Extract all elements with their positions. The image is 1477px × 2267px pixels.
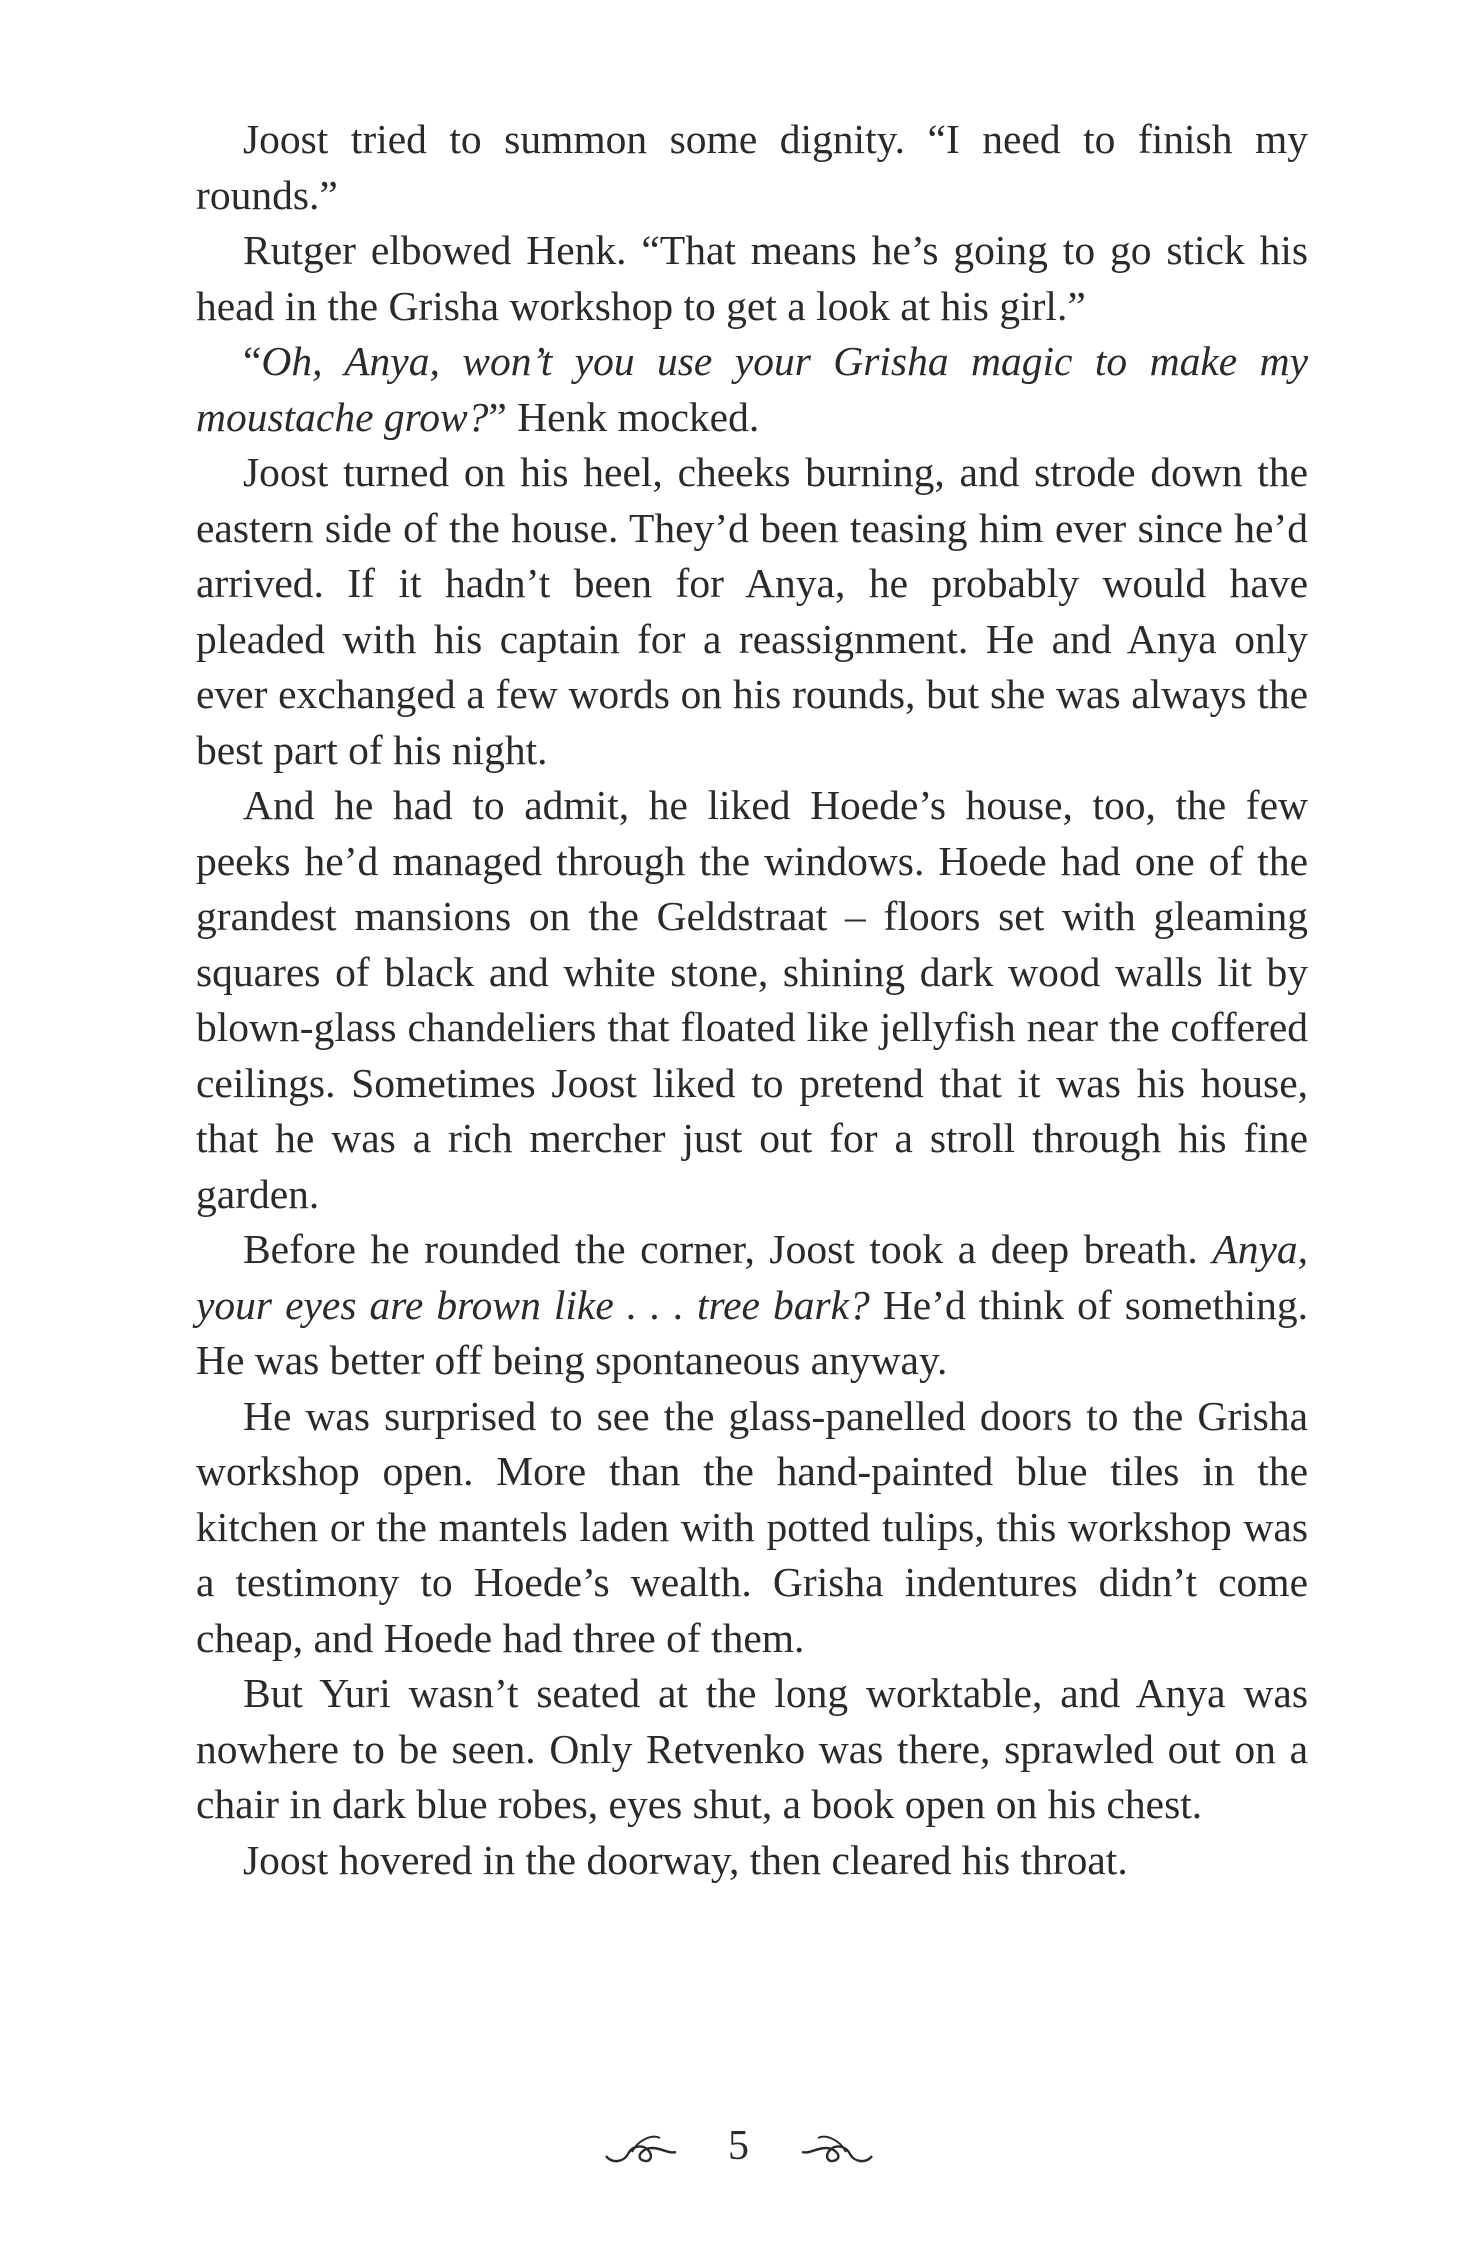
paragraph [196,1666,1308,1833]
page-footer [0,2118,1477,2171]
italic-text: Oh, Anya, won’t you use your Grisha magic to make my moustache grow? [196,338,1308,440]
paragraph [196,1833,1308,1889]
text-run: Joost hovered in the doorway, then cleared his throat. [243,1836,1128,1883]
italic-text: Anya, your eyes are brown like . . . tree bark? [196,1226,1308,1328]
paragraph [196,445,1308,778]
paragraph [196,223,1308,334]
text-run: Before he rounded the corner, Joost took a deep breath. [243,1226,1213,1272]
text-run: He’d think of something. He was better off being spontaneous anyway. [196,1281,1308,1383]
text-run: Joost turned on his heel, cheeks burning, and strode down the eastern side of the house. They’d been teasing him ever since he’d arrived. If it hadn’t been for Anya, he probably would have pleaded with his captain for a reassignment. He and Anya only ever exchanged a few words on his rounds, but she was always the best part of his night. [196,449,1308,773]
paragraph [196,778,1308,1222]
paragraph [196,334,1308,445]
text-run: Joost tried to summon some dignity. “I need to finish my rounds.” [196,116,1308,218]
text-run: “ [243,338,262,384]
paragraph [196,1389,1308,1667]
page-number: 5 [728,2123,749,2170]
text-run: Rutger elbowed Henk. “That means he’s going to go stick his head in the Grisha workshop to get a look at his girl.” [196,227,1308,329]
text-run: He was surprised to see the glass-panelled doors to the Grisha workshop open. More than the hand-painted blue tiles in the kitchen or the mantels laden with potted tulips, this workshop was a testimony to Hoede’s wealth. Grisha indentures didn’t come cheap, and Hoede had three of them. [196,1392,1308,1661]
text-run: ” Henk mocked. [488,393,760,440]
flourish-left-icon [602,2126,692,2166]
flourish-right-icon [786,2126,876,2166]
body-text [196,112,1308,1888]
paragraph [196,1222,1308,1389]
text-run: And he had to admit, he liked Hoede’s house, too, the few peeks he’d managed through the windows. Hoede had one of the grandest mansions on the Geldstraat – floors set with gleaming squares of black and white stone, shining dark wood walls lit by blown-glass chandeliers that floated like jellyfish near the coffered ceilings. Sometimes Joost liked to pretend that it was his house, that he was a rich mercher just out for a stroll through his fine garden. [196,782,1308,1217]
paragraph [196,112,1308,223]
text-run: But Yuri wasn’t seated at the long worktable, and Anya was nowhere to be seen. Only Retvenko was there, sprawled out on a chair in dark blue robes, eyes shut, a book open on his chest. [196,1670,1308,1827]
